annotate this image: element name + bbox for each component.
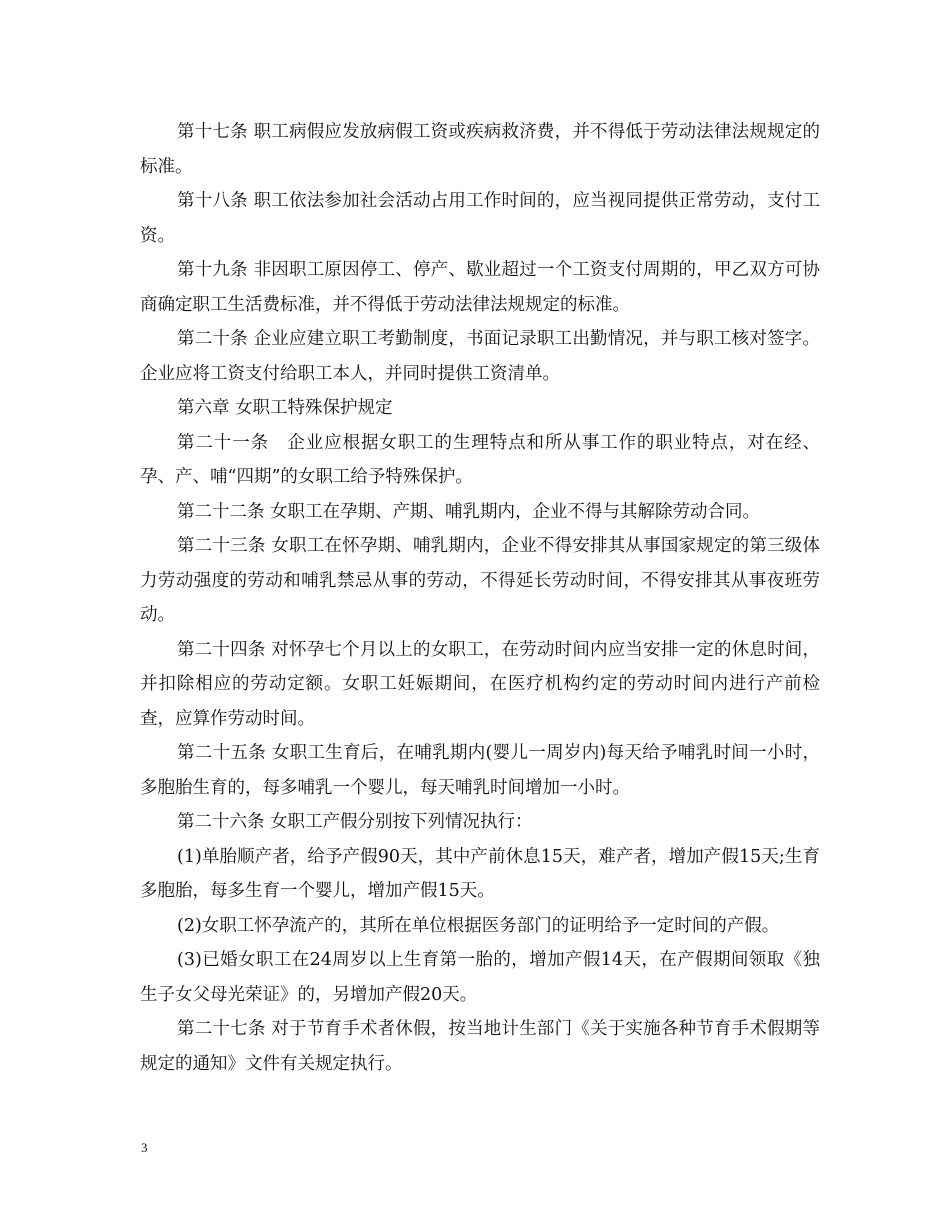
paragraph-article-27: 第二十七条 对于节育手术者休假，按当地计生部门《关于实施各种节育手术假期等规定的通知》文件有关规定执行。 [140, 1019, 820, 1074]
list-item-3: (3)已婚女职工在24周岁以上生育第一胎的，增加产假14天，在产假期间领取《独生子女父母光荣证》的，另增加产假20天。 [140, 950, 820, 1005]
paragraph-article-26: 第二十六条 女职工产假分别按下列情况执行： [177, 812, 533, 832]
paragraph-article-18: 第十八条 职工依法参加社会活动占用工作时间的，应当视同提供正常劳动，支付工资。 [140, 191, 820, 246]
chapter-heading: 第六章 女职工特殊保护规定 [177, 398, 393, 418]
paragraph-article-25: 第二十五条 女职工生育后，在哺乳期内(婴儿一周岁内)每天给予哺乳时间一小时，多胞胎生育的，每多哺乳一个婴儿，每天哺乳时间增加一小时。 [140, 743, 820, 798]
paragraph-article-23: 第二十三条 女职工在怀孕期、哺乳期内，企业不得安排其从事国家规定的第三级体力劳动强度的劳动和哺乳禁忌从事的劳动，不得延长劳动时间，不得安排其从事夜班劳动。 [140, 536, 820, 625]
document-body [140, 115, 820, 1081]
paragraph-article-20: 第二十条 企业应建立职工考勤制度，书面记录职工出勤情况，并与职工核对签字。企业应将工资支付给职工本人，并同时提供工资清单。 [140, 329, 820, 384]
paragraph-article-24: 第二十四条 对怀孕七个月以上的女职工，在劳动时间内应当安排一定的休息时间，并扣除相应的劳动定额。女职工妊娠期间，在医疗机构约定的劳动时间内进行产前检查，应算作劳动时间。 [140, 639, 820, 729]
list-item-2: (2)女职工怀孕流产的，其所在单位根据医务部门的证明给予一定时间的产假。 [177, 915, 780, 936]
paragraph-article-19: 第十九条 非因职工原因停工、停产、歇业超过一个工资支付周期的，甲乙双方可协商确定职工生活费标准，并不得低于劳动法律法规规定的标准。 [140, 260, 820, 315]
list-item-1: (1)单胎顺产者，给予产假90天，其中产前休息15天，难产者，增加产假15天;生育多胞胎，每多生育一个婴儿，增加产假15天。 [140, 846, 820, 901]
paragraph-article-22: 第二十二条 女职工在孕期、产期、哺乳期内，企业不得与其解除劳动合同。 [177, 501, 761, 522]
paragraph-article-21: 第二十一条 企业应根据女职工的生理特点和所从事工作的职业特点，对在经、孕、产、哺“四期”的女职工给予特殊保护。 [140, 432, 820, 487]
page-number: 3 [141, 1140, 148, 1155]
paragraph-article-17: 第十七条 职工病假应发放病假工资或疾病救济费，并不得低于劳动法律法规规定的标准。 [140, 122, 820, 177]
